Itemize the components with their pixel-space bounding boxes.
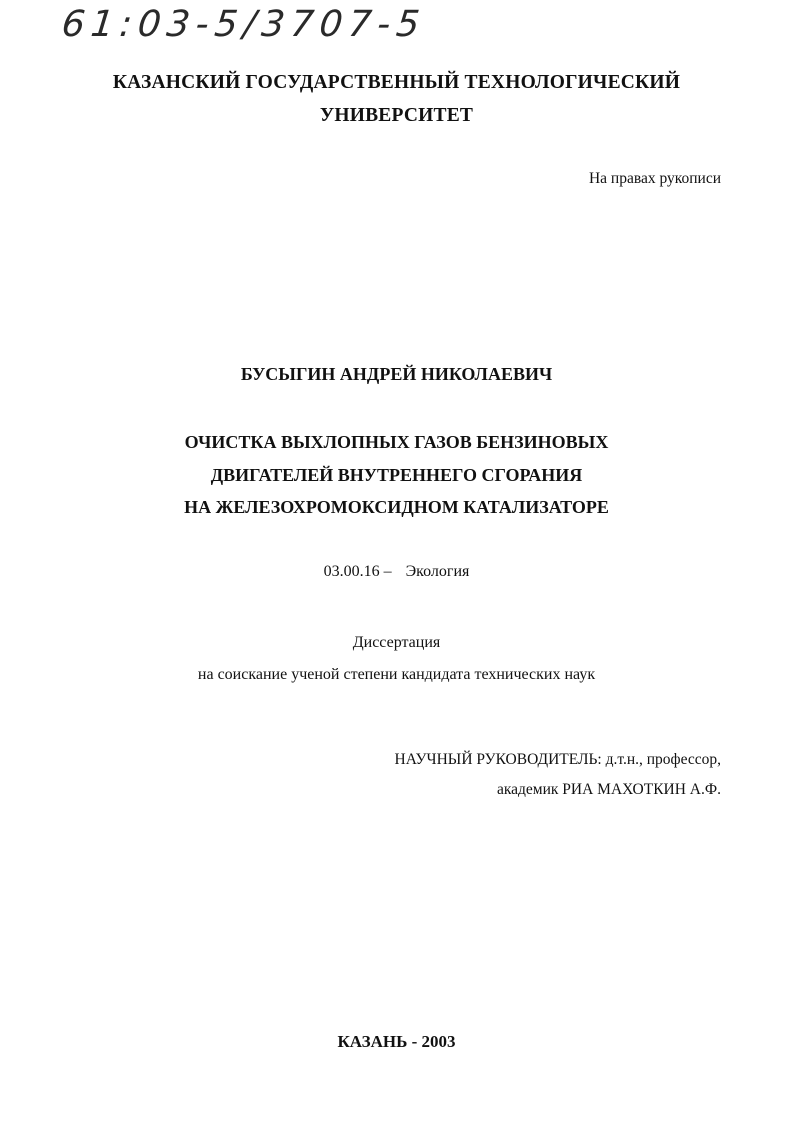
thesis-title	[0, 426, 793, 524]
degree-description: на соискание ученой степени кандидата технических наук	[197, 666, 596, 683]
specialty-code: 03.00.16 –	[323, 563, 392, 580]
degree-type: Диссертация	[352, 634, 441, 651]
university-name-line-2: УНИВЕРСИТЕТ	[319, 105, 474, 126]
thesis-title-line-3: НА ЖЕЛЕЗОХРОМОКСИДНОМ КАТАЛИЗАТОРЕ	[184, 497, 609, 517]
university-name-line-1: КАЗАНСКИЙ ГОСУДАРСТВЕННЫЙ ТЕХНОЛОГИЧЕСКИЙ	[112, 72, 681, 93]
advisor-line-2: академик РИА МАХОТКИН А.Ф.	[496, 781, 721, 798]
manuscript-rights-note: На правах рукописи	[588, 170, 721, 187]
advisor-line-1: НАУЧНЫЙ РУКОВОДИТЕЛЬ: д.т.н., профессор,	[394, 751, 721, 768]
author-name: БУСЫГИН АНДРЕЙ НИКОЛАЕВИЧ	[240, 364, 553, 384]
scientific-advisor	[395, 745, 721, 805]
thesis-title-line-2: ДВИГАТЕЛЕЙ ВНУТРЕННЕГО СГОРАНИЯ	[210, 464, 583, 485]
degree-statement	[0, 627, 793, 691]
handwritten-archive-number: 61:03-5/3707-5	[59, 4, 428, 45]
city-and-year: КАЗАНЬ - 2003	[337, 1032, 456, 1051]
specialty-name: Экология	[405, 563, 470, 580]
thesis-title-line-1: ОЧИСТКА ВЫХЛОПНЫХ ГАЗОВ БЕНЗИНОВЫХ	[184, 432, 609, 452]
university-name	[0, 66, 793, 132]
specialty	[0, 561, 793, 583]
